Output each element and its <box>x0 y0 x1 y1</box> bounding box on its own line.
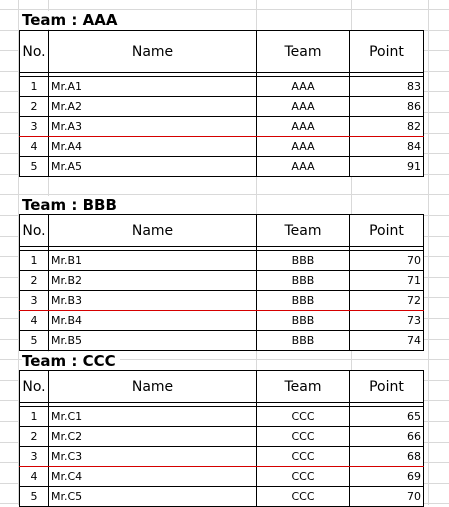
cell-no[interactable]: 5 <box>20 157 49 177</box>
cell-no[interactable]: 4 <box>20 137 49 157</box>
cell-point[interactable]: 68 <box>350 447 424 467</box>
cell-point[interactable]: 72 <box>350 291 424 311</box>
cell-name[interactable]: Mr.B2 <box>49 271 257 291</box>
table-row[interactable] <box>20 77 424 97</box>
cell-no[interactable]: 3 <box>20 117 49 137</box>
cell-team[interactable]: BBB <box>257 291 350 311</box>
cell-no[interactable]: 2 <box>20 97 49 117</box>
cell-name[interactable]: Mr.B3 <box>49 291 257 311</box>
cell-name[interactable]: Mr.A2 <box>49 97 257 117</box>
table-row[interactable] <box>20 447 424 467</box>
cell-no[interactable]: 1 <box>20 77 49 97</box>
cell-name[interactable]: Mr.B1 <box>49 251 257 271</box>
cell-name[interactable]: Mr.A1 <box>49 77 257 97</box>
cell-no[interactable]: 4 <box>20 311 49 331</box>
cell-name[interactable]: Mr.B5 <box>49 331 257 351</box>
table-row[interactable] <box>20 331 424 351</box>
header-name: Name <box>49 215 257 247</box>
cell-point[interactable]: 69 <box>350 467 424 487</box>
table-header-row <box>20 31 424 73</box>
table-row[interactable] <box>20 251 424 271</box>
cell-no[interactable]: 3 <box>20 291 49 311</box>
cell-name[interactable]: Mr.A3 <box>49 117 257 137</box>
column-divider <box>428 0 429 505</box>
header-name: Name <box>49 371 257 403</box>
table-row[interactable] <box>20 311 424 331</box>
cell-point[interactable]: 91 <box>350 157 424 177</box>
cell-team[interactable]: AAA <box>257 137 350 157</box>
cell-name[interactable]: Mr.A4 <box>49 137 257 157</box>
table-header-row <box>20 215 424 247</box>
table-row[interactable] <box>20 271 424 291</box>
header-no: No. <box>20 31 49 73</box>
cell-point[interactable]: 84 <box>350 137 424 157</box>
header-no: No. <box>20 371 49 403</box>
cell-point[interactable]: 74 <box>350 331 424 351</box>
cell-name[interactable]: Mr.C3 <box>49 447 257 467</box>
cell-point[interactable]: 70 <box>350 487 424 507</box>
header-point: Point <box>350 371 424 403</box>
team-table <box>19 370 424 507</box>
cell-team[interactable]: CCC <box>257 487 350 507</box>
row-divider <box>0 9 449 10</box>
cell-no[interactable]: 5 <box>20 331 49 351</box>
cell-team[interactable]: AAA <box>257 117 350 137</box>
cell-name[interactable]: Mr.C4 <box>49 467 257 487</box>
team-title: Team : CCC <box>22 352 120 370</box>
header-no: No. <box>20 215 49 247</box>
cell-no[interactable]: 5 <box>20 487 49 507</box>
cell-no[interactable]: 2 <box>20 427 49 447</box>
team-title: Team : AAA <box>22 11 121 29</box>
header-team: Team <box>257 215 350 247</box>
table-row[interactable] <box>20 291 424 311</box>
cell-name[interactable]: Mr.C5 <box>49 487 257 507</box>
table-row[interactable] <box>20 117 424 137</box>
cell-point[interactable]: 86 <box>350 97 424 117</box>
cell-name[interactable]: Mr.A5 <box>49 157 257 177</box>
table-row[interactable] <box>20 97 424 117</box>
table-row[interactable] <box>20 487 424 507</box>
table-row[interactable] <box>20 407 424 427</box>
cell-team[interactable]: BBB <box>257 311 350 331</box>
cell-no[interactable]: 1 <box>20 251 49 271</box>
header-name: Name <box>49 31 257 73</box>
cell-team[interactable]: BBB <box>257 251 350 271</box>
header-team: Team <box>257 371 350 403</box>
cell-point[interactable]: 65 <box>350 407 424 427</box>
team-table <box>19 30 424 177</box>
cell-point[interactable]: 66 <box>350 427 424 447</box>
cell-no[interactable]: 2 <box>20 271 49 291</box>
cell-no[interactable]: 1 <box>20 407 49 427</box>
cell-team[interactable]: CCC <box>257 407 350 427</box>
team-table <box>19 214 424 351</box>
cell-name[interactable]: Mr.B4 <box>49 311 257 331</box>
cell-team[interactable]: BBB <box>257 331 350 351</box>
cell-point[interactable]: 71 <box>350 271 424 291</box>
cell-no[interactable]: 3 <box>20 447 49 467</box>
team-title: Team : BBB <box>22 196 121 214</box>
table-row[interactable] <box>20 427 424 447</box>
header-point: Point <box>350 31 424 73</box>
cell-team[interactable]: CCC <box>257 447 350 467</box>
cell-point[interactable]: 70 <box>350 251 424 271</box>
cell-point[interactable]: 73 <box>350 311 424 331</box>
cell-team[interactable]: BBB <box>257 271 350 291</box>
cell-team[interactable]: AAA <box>257 97 350 117</box>
cell-name[interactable]: Mr.C1 <box>49 407 257 427</box>
cell-name[interactable]: Mr.C2 <box>49 427 257 447</box>
cell-team[interactable]: AAA <box>257 157 350 177</box>
cell-team[interactable]: AAA <box>257 77 350 97</box>
table-header-row <box>20 371 424 403</box>
row-divider <box>0 194 449 195</box>
header-team: Team <box>257 31 350 73</box>
cell-team[interactable]: CCC <box>257 427 350 447</box>
cell-point[interactable]: 83 <box>350 77 424 97</box>
table-row[interactable] <box>20 467 424 487</box>
cell-point[interactable]: 82 <box>350 117 424 137</box>
cell-team[interactable]: CCC <box>257 467 350 487</box>
table-row[interactable] <box>20 157 424 177</box>
table-row[interactable] <box>20 137 424 157</box>
header-point: Point <box>350 215 424 247</box>
cell-no[interactable]: 4 <box>20 467 49 487</box>
